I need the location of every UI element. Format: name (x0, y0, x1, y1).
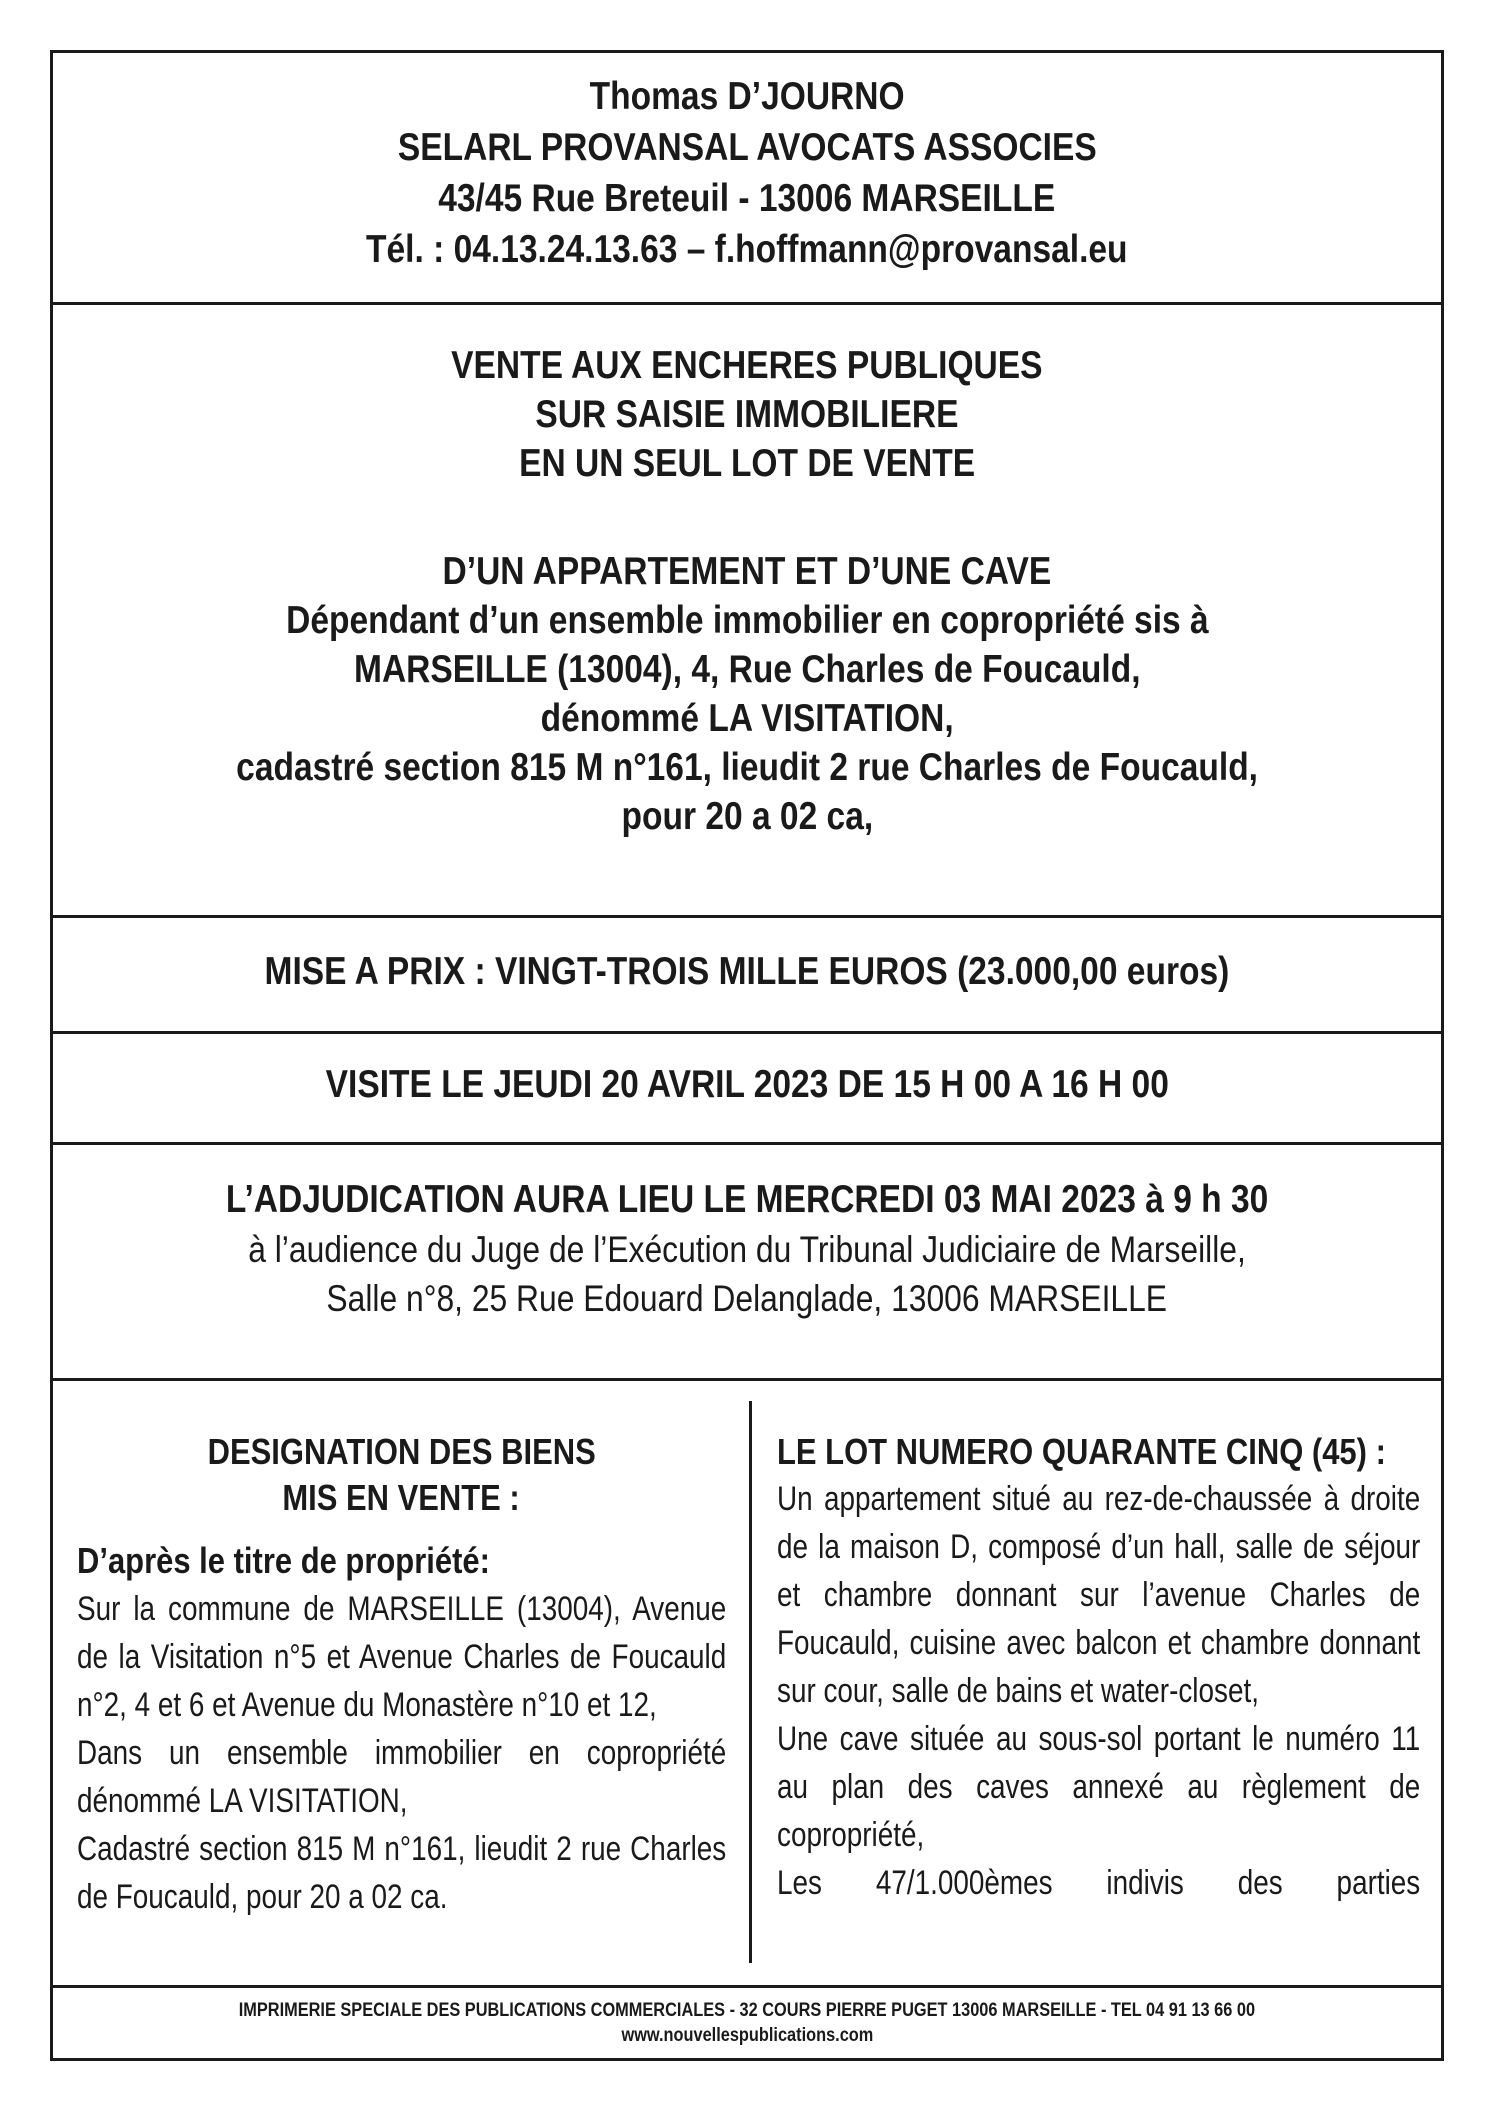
starting-price-block (53, 918, 1441, 1034)
designation-paragraph: Dans un ensemble immobilier en copropriété dénommé LA VISITATION, (77, 1734, 727, 1820)
lawyer-name: Thomas D’JOURNO (589, 75, 905, 118)
designation-heading: MIS EN VENTE : (282, 1477, 521, 1518)
sale-title-line: VENTE AUX ENCHERES PUBLIQUES (451, 344, 1043, 387)
sale-title-line: EN UN SEUL LOT DE VENTE (519, 442, 975, 485)
printer-info: IMPRIMERIE SPECIALE DES PUBLICATIONS COMMERCIALES - 32 COURS PIERRE PUGET 13006 MARSEILLE - TEL 04 91 13 66 00 (238, 2000, 1256, 2021)
lot-column (753, 1381, 1444, 1981)
designation-column (53, 1381, 750, 1981)
designation-paragraph: Cadastré section 815 M n°161, lieudit 2 rue Charles de Foucauld, pour 20 a 02 ca. (77, 1830, 727, 1916)
lot-heading: LE LOT NUMERO QUARANTE CINQ (45) : (777, 1431, 1386, 1472)
law-firm-contact: Tél. : 04.13.24.13.63 – f.hoffmann@provansal.eu (366, 228, 1128, 271)
property-line: MARSEILLE (13004), 4, Rue Charles de Foucauld, (353, 648, 1141, 691)
lawyer-header (53, 53, 1441, 305)
designation-heading: DESIGNATION DES BIENS (207, 1431, 596, 1472)
visit-block (53, 1034, 1441, 1145)
sale-title-block (53, 305, 1441, 918)
column-divider (749, 1401, 752, 1963)
title-deed-subheading: D’après le titre de propriété: (77, 1540, 490, 1581)
property-line: cadastré section 815 M n°161, lieudit 2 rue Charles de Foucauld, (236, 746, 1258, 789)
designation-paragraph: Sur la commune de MARSEILLE (13004), Avenue de la Visitation n°5 et Avenue Charles de Foucauld n°2, 4 et 6 et Avenue du Monastère n°10 et 12, (77, 1590, 727, 1724)
adjudication-address: Salle n°8, 25 Rue Edouard Delanglade, 13006 MARSEILLE (326, 1278, 1168, 1319)
lot-paragraph: Les 47/1.000èmes indivis des parties (777, 1864, 1421, 1902)
lot-paragraph: Un appartement situé au rez-de-chaussée à droite de la maison D, composé d’un hall, salle de séjour et chambre donnant sur l’avenue Charles de Foucauld, cuisine avec balcon et chambre donnant sur cour, salle de bains et water-closet, (777, 1480, 1421, 1710)
property-line: Dépendant d’un ensemble immobilier en copropriété sis à (285, 599, 1209, 642)
starting-price: MISE A PRIX : VINGT-TROIS MILLE EUROS (23.000,00 euros) (264, 950, 1230, 993)
property-line: pour 20 a 02 ca, (621, 795, 873, 838)
property-line: dénommé LA VISITATION, (540, 697, 954, 740)
notice-frame (50, 50, 1444, 2061)
adjudication-court: à l’audience du Juge de l’Exécution du Tribunal Judiciaire de Marseille, (248, 1229, 1246, 1270)
visit-date: VISITE LE JEUDI 20 AVRIL 2023 DE 15 H 00 A 16 H 00 (325, 1063, 1169, 1106)
law-firm-name: SELARL PROVANSAL AVOCATS ASSOCIES (397, 126, 1097, 169)
sale-title-line: SUR SAISIE IMMOBILIERE (535, 393, 959, 436)
law-firm-address: 43/45 Rue Breteuil - 13006 MARSEILLE (438, 177, 1056, 220)
property-line: D’UN APPARTEMENT ET D’UNE CAVE (442, 550, 1052, 593)
printer-website: www.nouvellespublications.com (621, 2025, 873, 2046)
printer-footer (53, 1985, 1441, 2061)
lot-paragraph: Une cave située au sous-sol portant le numéro 11 au plan des caves annexé au règlement de copropriété, (777, 1720, 1421, 1854)
adjudication-heading: L’ADJUDICATION AURA LIEU LE MERCREDI 03 MAI 2023 à 9 h 30 (225, 1178, 1269, 1221)
adjudication-block (53, 1145, 1441, 1381)
